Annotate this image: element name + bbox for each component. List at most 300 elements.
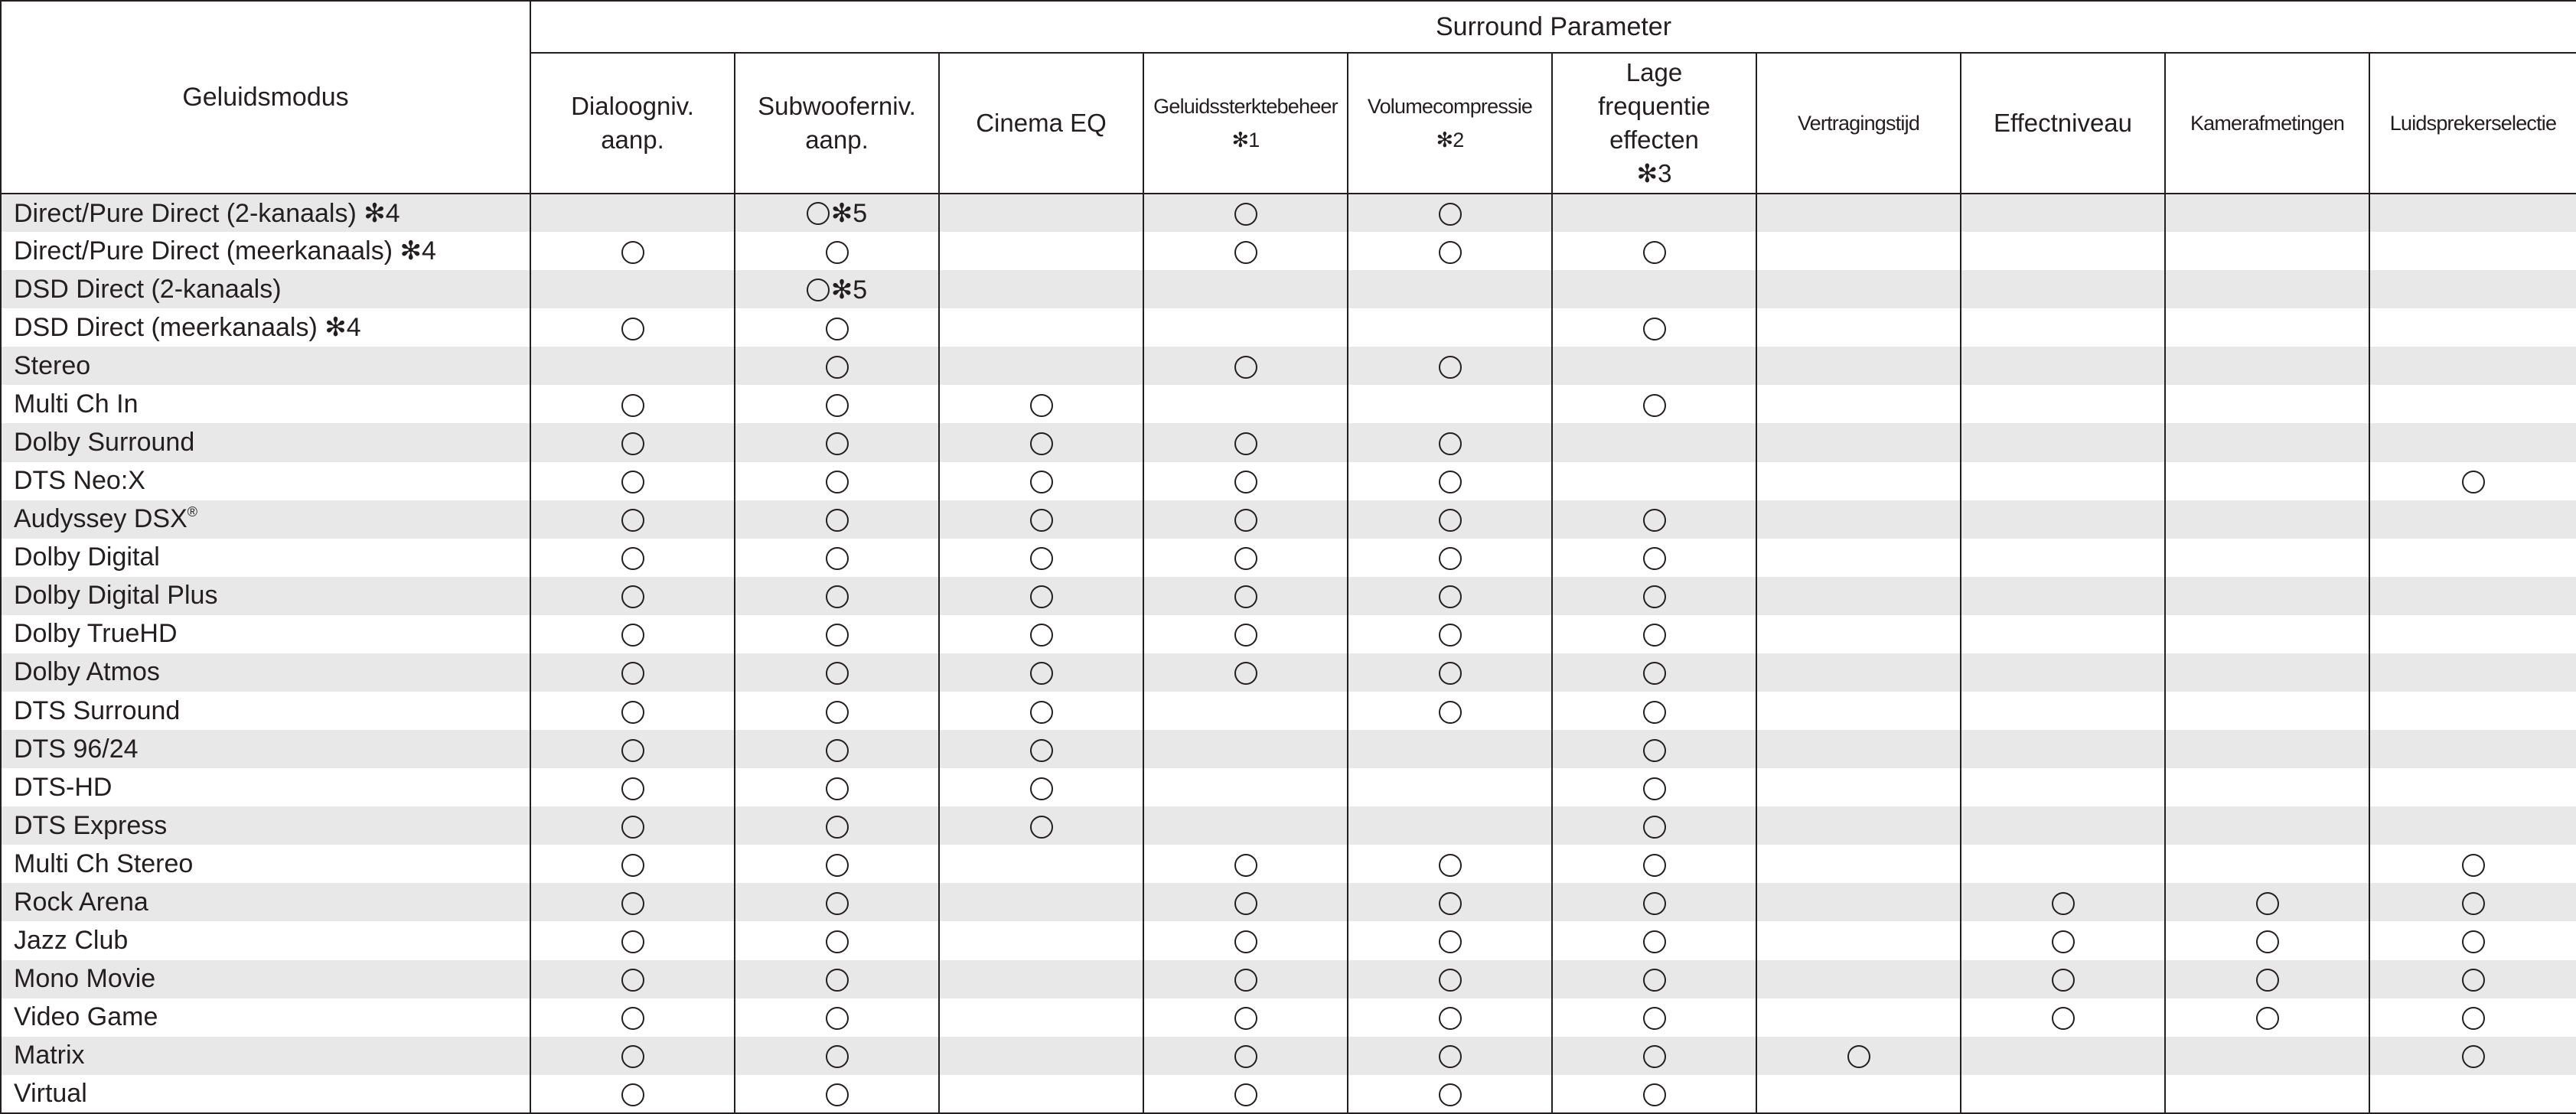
cell-speaker-select (2369, 500, 2576, 539)
cell-delay-time (1756, 615, 1961, 653)
column-header-room-size (2165, 53, 2369, 194)
support-mark (1439, 888, 1462, 917)
cell-effect-level (1961, 653, 2165, 692)
cell-cinema-eq (939, 653, 1143, 692)
circle-icon (826, 1007, 849, 1030)
circle-icon (1643, 777, 1666, 800)
cell-dialogue-level (530, 883, 735, 921)
cell-cinema-eq (939, 539, 1143, 577)
column-header-subwoofer-level (735, 53, 939, 194)
support-mark (826, 351, 849, 380)
table-row (1, 1037, 2576, 1075)
cell-subwoofer-level (735, 1075, 939, 1113)
support-mark (1234, 964, 1257, 993)
circle-icon (807, 278, 830, 301)
sound-mode-label: Dolby Surround (14, 428, 195, 457)
table-row (1, 730, 2576, 768)
sound-mode-name (1, 806, 530, 845)
circle-icon (621, 854, 644, 877)
cell-speaker-select (2369, 883, 2576, 921)
circle-icon (1439, 930, 1462, 953)
cell-loudness-management (1143, 921, 1348, 959)
cell-loudness-management (1143, 730, 1348, 768)
circle-icon (1439, 892, 1462, 915)
circle-icon (1234, 471, 1257, 493)
sound-mode-name (1, 539, 530, 577)
cell-cinema-eq (939, 960, 1143, 998)
cell-delay-time (1756, 539, 1961, 577)
support-mark (1030, 504, 1053, 533)
cell-effect-level (1961, 692, 2165, 730)
cell-speaker-select (2369, 960, 2576, 998)
cell-room-size (2165, 998, 2369, 1037)
sound-mode-label: DTS-HD (14, 772, 112, 802)
support-mark (1030, 619, 1053, 648)
cell-speaker-select (2369, 194, 2576, 232)
cell-dynamic-compression (1348, 998, 1552, 1037)
support-mark (1643, 313, 1666, 342)
circle-icon (2462, 471, 2485, 493)
support-mark (826, 964, 849, 993)
cell-subwoofer-level (735, 730, 939, 768)
cell-delay-time (1756, 998, 1961, 1037)
cell-room-size (2165, 730, 2369, 768)
circle-icon (2462, 1045, 2485, 1068)
circle-icon (1234, 1007, 1257, 1030)
cell-room-size (2165, 385, 2369, 423)
surround-parameter-header: Surround Parameter (530, 1, 2576, 53)
circle-icon (1643, 816, 1666, 839)
support-mark (2462, 964, 2485, 993)
circle-icon (1643, 394, 1666, 417)
column-header-dynamic-compression (1348, 53, 1552, 194)
circle-icon (1234, 203, 1257, 226)
cell-effect-level (1961, 1075, 2165, 1113)
support-mark (1643, 773, 1666, 802)
circle-icon (2052, 969, 2075, 992)
circle-icon (1643, 969, 1666, 992)
support-mark (621, 964, 644, 993)
cell-subwoofer-level (735, 194, 939, 232)
sound-mode-name (1, 615, 530, 653)
cell-room-size (2165, 1075, 2369, 1113)
column-header-dialogue-level (530, 53, 735, 194)
column-header-line: aanp. (601, 125, 664, 154)
column-header-line: Kamerafmetingen (2190, 112, 2345, 135)
sound-mode-label: Dolby TrueHD (14, 619, 178, 649)
cell-speaker-select (2369, 232, 2576, 270)
circle-icon (1439, 1083, 1462, 1106)
cell-speaker-select (2369, 845, 2576, 883)
sound-mode-label: DSD Direct (meerkanaals) ✻4 (14, 313, 361, 343)
cell-effect-level (1961, 960, 2165, 998)
cell-dialogue-level (530, 730, 735, 768)
circle-icon (2256, 930, 2279, 953)
support-mark (2462, 926, 2485, 955)
support-mark (1439, 619, 1462, 648)
support-mark (1234, 198, 1257, 227)
circle-icon (1643, 509, 1666, 532)
support-mark (826, 1041, 849, 1070)
cell-loudness-management (1143, 423, 1348, 461)
cell-loudness-management (1143, 768, 1348, 806)
cell-room-size (2165, 883, 2369, 921)
circle-icon (621, 432, 644, 455)
column-header-line: Effectniveau (1993, 109, 2133, 137)
cell-loudness-management (1143, 960, 1348, 998)
cell-room-size (2165, 577, 2369, 615)
cell-dialogue-level (530, 577, 735, 615)
cell-room-size (2165, 347, 2369, 385)
cell-effect-level (1961, 232, 2165, 270)
cell-speaker-select (2369, 577, 2576, 615)
support-mark (2052, 1002, 2075, 1031)
sound-mode-label: DTS 96/24 (14, 734, 139, 764)
support-mark (1643, 389, 1666, 419)
cell-low-frequency-effects (1552, 998, 1756, 1037)
circle-icon (826, 816, 849, 839)
circle-icon (826, 969, 849, 992)
cell-dialogue-level (530, 1037, 735, 1075)
cell-delay-time (1756, 462, 1961, 500)
circle-icon (1643, 585, 1666, 608)
column-header-line: Lage (1625, 58, 1683, 86)
cell-effect-level (1961, 806, 2165, 845)
cell-dialogue-level (530, 539, 735, 577)
support-mark (826, 313, 849, 342)
support-mark (1439, 581, 1462, 610)
circle-icon (621, 662, 644, 685)
support-mark (826, 811, 849, 840)
circle-icon (1439, 471, 1462, 493)
sound-mode-label: DTS Surround (14, 695, 181, 725)
support-mark (621, 773, 644, 802)
circle-icon (621, 930, 644, 953)
cell-speaker-select (2369, 539, 2576, 577)
cell-dialogue-level (530, 653, 735, 692)
cell-speaker-select (2369, 998, 2576, 1037)
cell-loudness-management (1143, 500, 1348, 539)
cell-delay-time (1756, 270, 1961, 308)
cell-low-frequency-effects (1552, 194, 1756, 232)
support-mark (621, 504, 644, 533)
cell-subwoofer-level (735, 692, 939, 730)
cell-low-frequency-effects (1552, 577, 1756, 615)
cell-subwoofer-level (735, 270, 939, 308)
cell-loudness-management (1143, 692, 1348, 730)
sound-mode-label: DTS Express (14, 810, 168, 840)
cell-delay-time (1756, 347, 1961, 385)
cell-low-frequency-effects (1552, 1037, 1756, 1075)
cell-subwoofer-level (735, 845, 939, 883)
cell-cinema-eq (939, 692, 1143, 730)
circle-icon (826, 585, 849, 608)
table-row (1, 768, 2576, 806)
sound-mode-label: Virtual (14, 1078, 87, 1108)
sound-mode-name (1, 347, 530, 385)
circle-icon (1439, 432, 1462, 455)
circle-icon (621, 969, 644, 992)
support-mark (1643, 926, 1666, 955)
support-mark (1234, 849, 1257, 878)
cell-dialogue-level (530, 385, 735, 423)
cell-effect-level (1961, 194, 2165, 232)
cell-room-size (2165, 653, 2369, 692)
cell-loudness-management (1143, 883, 1348, 921)
circle-icon (621, 318, 644, 340)
support-mark (2462, 888, 2485, 917)
sound-mode-label: Dolby Digital (14, 542, 160, 572)
column-header-line: Cinema EQ (976, 109, 1107, 137)
cell-dialogue-level (530, 960, 735, 998)
support-mark (621, 888, 644, 917)
circle-icon (621, 509, 644, 532)
cell-dialogue-level (530, 462, 735, 500)
table-row (1, 308, 2576, 347)
circle-icon (1643, 624, 1666, 647)
circle-icon (1643, 854, 1666, 877)
circle-icon (826, 1083, 849, 1106)
cell-effect-level (1961, 385, 2165, 423)
cell-subwoofer-level (735, 462, 939, 500)
cell-delay-time (1756, 577, 1961, 615)
cell-cinema-eq (939, 194, 1143, 232)
table-row (1, 1075, 2576, 1113)
cell-delay-time (1756, 730, 1961, 768)
support-mark (826, 236, 849, 265)
support-mark (1847, 1041, 1870, 1070)
cell-room-size (2165, 270, 2369, 308)
cell-low-frequency-effects (1552, 960, 1756, 998)
column-header-line: aanp. (805, 125, 869, 154)
support-mark (1030, 657, 1053, 686)
cell-subwoofer-level (735, 539, 939, 577)
circle-icon (2462, 1007, 2485, 1030)
cell-dynamic-compression (1348, 615, 1552, 653)
circle-icon (1030, 816, 1053, 839)
sound-mode-name (1, 730, 530, 768)
cell-speaker-select (2369, 347, 2576, 385)
cell-effect-level (1961, 308, 2165, 347)
circle-icon (1030, 394, 1053, 417)
cell-effect-level (1961, 1037, 2165, 1075)
table-row (1, 500, 2576, 539)
cell-room-size (2165, 768, 2369, 806)
cell-subwoofer-level (735, 308, 939, 347)
cell-dynamic-compression (1348, 921, 1552, 959)
cell-dialogue-level (530, 270, 735, 308)
cell-delay-time (1756, 385, 1961, 423)
cell-loudness-management (1143, 845, 1348, 883)
circle-icon (1234, 356, 1257, 379)
circle-icon (621, 739, 644, 762)
circle-icon (826, 356, 849, 379)
support-mark (826, 1002, 849, 1031)
cell-subwoofer-level (735, 615, 939, 653)
support-mark (1439, 696, 1462, 725)
cell-low-frequency-effects (1552, 232, 1756, 270)
circle-icon (621, 777, 644, 800)
cell-delay-time (1756, 960, 1961, 998)
cell-low-frequency-effects (1552, 308, 1756, 347)
cell-room-size (2165, 500, 2369, 539)
cell-effect-level (1961, 270, 2165, 308)
support-mark (621, 1002, 644, 1031)
circle-icon (826, 662, 849, 685)
cell-room-size (2165, 462, 2369, 500)
footnote-mark: ✻5 (830, 199, 868, 229)
support-mark (1643, 811, 1666, 840)
cell-subwoofer-level (735, 768, 939, 806)
cell-cinema-eq (939, 845, 1143, 883)
column-header-low-frequency-effects (1552, 53, 1756, 194)
column-header-line: Vertragingstijd (1797, 112, 1920, 135)
circle-icon (1643, 892, 1666, 915)
circle-icon (1439, 854, 1462, 877)
cell-dialogue-level (530, 921, 735, 959)
cell-dialogue-level (530, 1075, 735, 1113)
circle-icon (2462, 854, 2485, 877)
support-mark (826, 926, 849, 955)
circle-icon (1234, 854, 1257, 877)
cell-subwoofer-level (735, 653, 939, 692)
circle-icon (826, 547, 849, 570)
cell-dynamic-compression (1348, 423, 1552, 461)
circle-icon (1234, 1045, 1257, 1068)
column-header-loudness-management (1143, 53, 1348, 194)
cell-delay-time (1756, 845, 1961, 883)
support-mark (621, 696, 644, 725)
support-mark (826, 428, 849, 457)
circle-icon (1234, 969, 1257, 992)
sound-mode-name (1, 845, 530, 883)
cell-subwoofer-level (735, 998, 939, 1037)
support-mark (1439, 504, 1462, 533)
circle-icon (826, 701, 849, 724)
sound-mode-name (1, 270, 530, 308)
circle-icon (2256, 892, 2279, 915)
support-mark (2052, 926, 2075, 955)
cell-loudness-management (1143, 270, 1348, 308)
cell-low-frequency-effects (1552, 423, 1756, 461)
circle-icon (2462, 969, 2485, 992)
circle-icon (826, 739, 849, 762)
circle-icon (1234, 432, 1257, 455)
support-mark (1439, 926, 1462, 955)
sound-mode-name (1, 232, 530, 270)
cell-subwoofer-level (735, 577, 939, 615)
column-header-line: Subwooferniv. (758, 92, 916, 120)
sound-mode-name (1, 194, 530, 232)
cell-dialogue-level (530, 692, 735, 730)
cell-loudness-management (1143, 347, 1348, 385)
circle-icon (621, 585, 644, 608)
circle-icon (826, 241, 849, 264)
cell-effect-level (1961, 998, 2165, 1037)
support-mark (1234, 1002, 1257, 1031)
cell-loudness-management (1143, 998, 1348, 1037)
cell-speaker-select (2369, 462, 2576, 500)
cell-dynamic-compression (1348, 1037, 1552, 1075)
support-mark (621, 313, 644, 342)
circle-icon (1439, 241, 1462, 264)
cell-subwoofer-level (735, 960, 939, 998)
cell-room-size (2165, 539, 2369, 577)
cell-room-size (2165, 232, 2369, 270)
circle-icon (1030, 701, 1053, 724)
circle-icon (826, 394, 849, 417)
cell-dialogue-level (530, 423, 735, 461)
support-mark (826, 619, 849, 648)
support-mark (1439, 466, 1462, 495)
support-mark (1439, 236, 1462, 265)
cell-cinema-eq (939, 500, 1143, 539)
circle-icon (1030, 509, 1053, 532)
cell-dynamic-compression (1348, 347, 1552, 385)
circle-icon (826, 777, 849, 800)
circle-icon (1030, 432, 1053, 455)
cell-dynamic-compression (1348, 692, 1552, 730)
sound-mode-name (1, 500, 530, 539)
circle-icon (2462, 892, 2485, 915)
table-row (1, 577, 2576, 615)
cell-subwoofer-level (735, 385, 939, 423)
cell-effect-level (1961, 500, 2165, 539)
cell-dynamic-compression (1348, 462, 1552, 500)
cell-speaker-select (2369, 385, 2576, 423)
support-mark (1643, 1002, 1666, 1031)
cell-delay-time (1756, 1075, 1961, 1113)
circle-icon (1847, 1045, 1870, 1068)
cell-dialogue-level (530, 232, 735, 270)
cell-subwoofer-level (735, 423, 939, 461)
cell-low-frequency-effects (1552, 692, 1756, 730)
cell-speaker-select (2369, 423, 2576, 461)
support-mark (621, 389, 644, 419)
sound-mode-name (1, 462, 530, 500)
circle-icon (621, 1083, 644, 1106)
sound-mode-label: Matrix (14, 1041, 85, 1070)
circle-icon (826, 471, 849, 493)
support-mark (826, 1079, 849, 1108)
circle-icon (826, 509, 849, 532)
cell-dialogue-level (530, 194, 735, 232)
cell-dynamic-compression (1348, 883, 1552, 921)
circle-icon (1439, 1007, 1462, 1030)
circle-icon (1439, 701, 1462, 724)
cell-dynamic-compression (1348, 232, 1552, 270)
column-header-cinema-eq (939, 53, 1143, 194)
circle-icon (621, 624, 644, 647)
cell-effect-level (1961, 347, 2165, 385)
cell-room-size (2165, 692, 2369, 730)
circle-icon (1030, 471, 1053, 493)
circle-icon (1439, 624, 1462, 647)
support-mark (1439, 1041, 1462, 1070)
cell-dialogue-level (530, 347, 735, 385)
cell-delay-time (1756, 883, 1961, 921)
support-mark (1030, 735, 1053, 764)
sound-mode-name (1, 1037, 530, 1075)
cell-room-size (2165, 921, 2369, 959)
column-header-line: effecten (1609, 125, 1699, 154)
sound-mode-label: Dolby Atmos (14, 657, 160, 687)
cell-loudness-management (1143, 194, 1348, 232)
cell-loudness-management (1143, 308, 1348, 347)
circle-icon (621, 1007, 644, 1030)
table-row (1, 462, 2576, 500)
sound-mode-label: Stereo (14, 350, 91, 380)
